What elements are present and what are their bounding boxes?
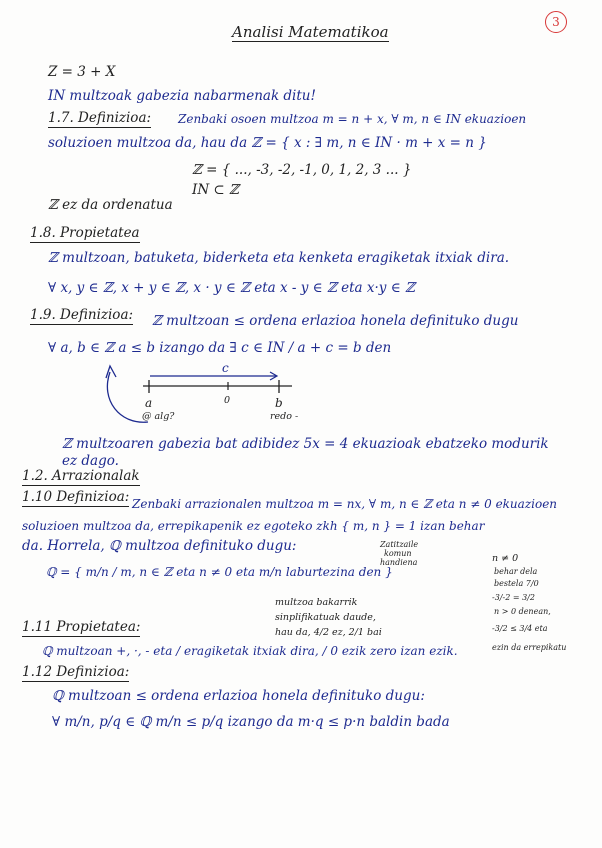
section-heading: 1.2. Arrazionalak bbox=[22, 468, 140, 484]
set-listing: ℤ = { ..., -3, -2, -1, 0, 1, 2, 3 ... } bbox=[192, 162, 412, 178]
definition-text: soluzioen multzoa da, hau da ℤ = { x : ∃ m, n ∈ IN · m + x = n } bbox=[48, 135, 487, 151]
definition-heading: 1.9. Definizioa: bbox=[30, 307, 134, 323]
number-line-note: redo - bbox=[270, 411, 299, 422]
page-title: Analisi Matematikoa bbox=[232, 23, 389, 41]
note-line: IN multzoak gabezia nabarmenak ditu! bbox=[48, 88, 316, 104]
margin-note: -3/-2 = 3/2 bbox=[492, 593, 535, 602]
example-text: ez dago. bbox=[62, 453, 119, 469]
side-note: multzoa bakarrik bbox=[275, 597, 358, 608]
definition-heading: 1.7. Definizioa: bbox=[48, 110, 152, 126]
equation-line: Z = 3 + X bbox=[48, 64, 116, 80]
margin-note: bestela 7/0 bbox=[494, 579, 539, 588]
definition-text: Zenbaki arrazionalen multzoa m = nx, ∀ m, n ∈ ℤ eta n ≠ 0 ekuazioen bbox=[132, 497, 558, 511]
definition-heading: 1.10 Definizioa: bbox=[22, 489, 130, 505]
definition-text: Zenbaki osoen multzoa m = n + x, ∀ m, n ∈ IN ekuazioen bbox=[178, 112, 527, 126]
property-text: ℤ multzoan, batuketa, biderketa eta kenketa eragiketak itxiak dira. bbox=[48, 250, 510, 266]
definition-formula: ∀ a, b ∈ ℤ a ≤ b izango da ∃ c ∈ IN / a + c = b den bbox=[48, 340, 392, 356]
definition-heading: 1.12 Definizioa: bbox=[22, 664, 130, 680]
property-text: ℚ multzoan +, ·, - eta / eragiketak itxiak dira, / 0 ezik zero izan ezik. bbox=[42, 644, 458, 658]
number-line-label-zero: 0 bbox=[224, 395, 231, 406]
definition-text: ℚ multzoan ≤ ordena erlazioa honela definituko dugu: bbox=[52, 688, 425, 704]
margin-note: -3/2 ≤ 3/4 eta bbox=[492, 624, 548, 633]
number-line-label-a: a bbox=[145, 396, 153, 410]
number-line-note: @ alg? bbox=[142, 411, 175, 422]
number-line-label-b: b bbox=[275, 396, 283, 410]
property-heading: 1.11 Propietatea: bbox=[22, 619, 141, 635]
margin-note: komun bbox=[384, 549, 412, 558]
margin-note: ezin da errepikatu bbox=[492, 643, 567, 652]
page-number-badge: 3 bbox=[545, 11, 567, 33]
margin-note: n ≠ 0 bbox=[492, 553, 519, 564]
margin-note: handiena bbox=[380, 558, 418, 567]
definition-text: ℤ multzoan ≤ ordena erlazioa honela definituko dugu bbox=[152, 313, 519, 329]
definition-text: da. Horrela, ℚ multzoa definituko dugu: bbox=[22, 538, 297, 554]
margin-note: Zatitzaile bbox=[380, 540, 419, 549]
definition-text: soluzioen multzoa da, errepikapenik ez egoteko zkh { m, n } = 1 izan behar bbox=[22, 519, 485, 533]
definition-formula: ∀ m/n, p/q ∈ ℚ m/n ≤ p/q izango da m·q ≤ p·n baldin bada bbox=[52, 714, 450, 730]
margin-note: behar dela bbox=[494, 567, 538, 576]
set-definition: ℚ = { m/n / m, n ∈ ℤ eta n ≠ 0 eta m/n laburtezina den } bbox=[46, 565, 393, 579]
side-note: hau da, 4/2 ez, 2/1 bai bbox=[275, 627, 382, 638]
margin-note: n > 0 denean, bbox=[494, 607, 551, 616]
number-line-label-c: c bbox=[222, 361, 229, 375]
example-text: ℤ multzoaren gabezia bat adibidez 5x = 4 ekuazioak ebatzeko modurik bbox=[62, 436, 549, 452]
side-note: sinplifikatuak daude, bbox=[275, 612, 376, 623]
property-heading: 1.8. Propietatea bbox=[30, 225, 140, 241]
set-inclusion: IN ⊂ ℤ bbox=[192, 182, 239, 198]
note-line: ℤ ez da ordenatua bbox=[48, 197, 173, 213]
property-formula: ∀ x, y ∈ ℤ, x + y ∈ ℤ, x · y ∈ ℤ eta x - y ∈ ℤ eta x·y ∈ ℤ bbox=[48, 280, 415, 296]
